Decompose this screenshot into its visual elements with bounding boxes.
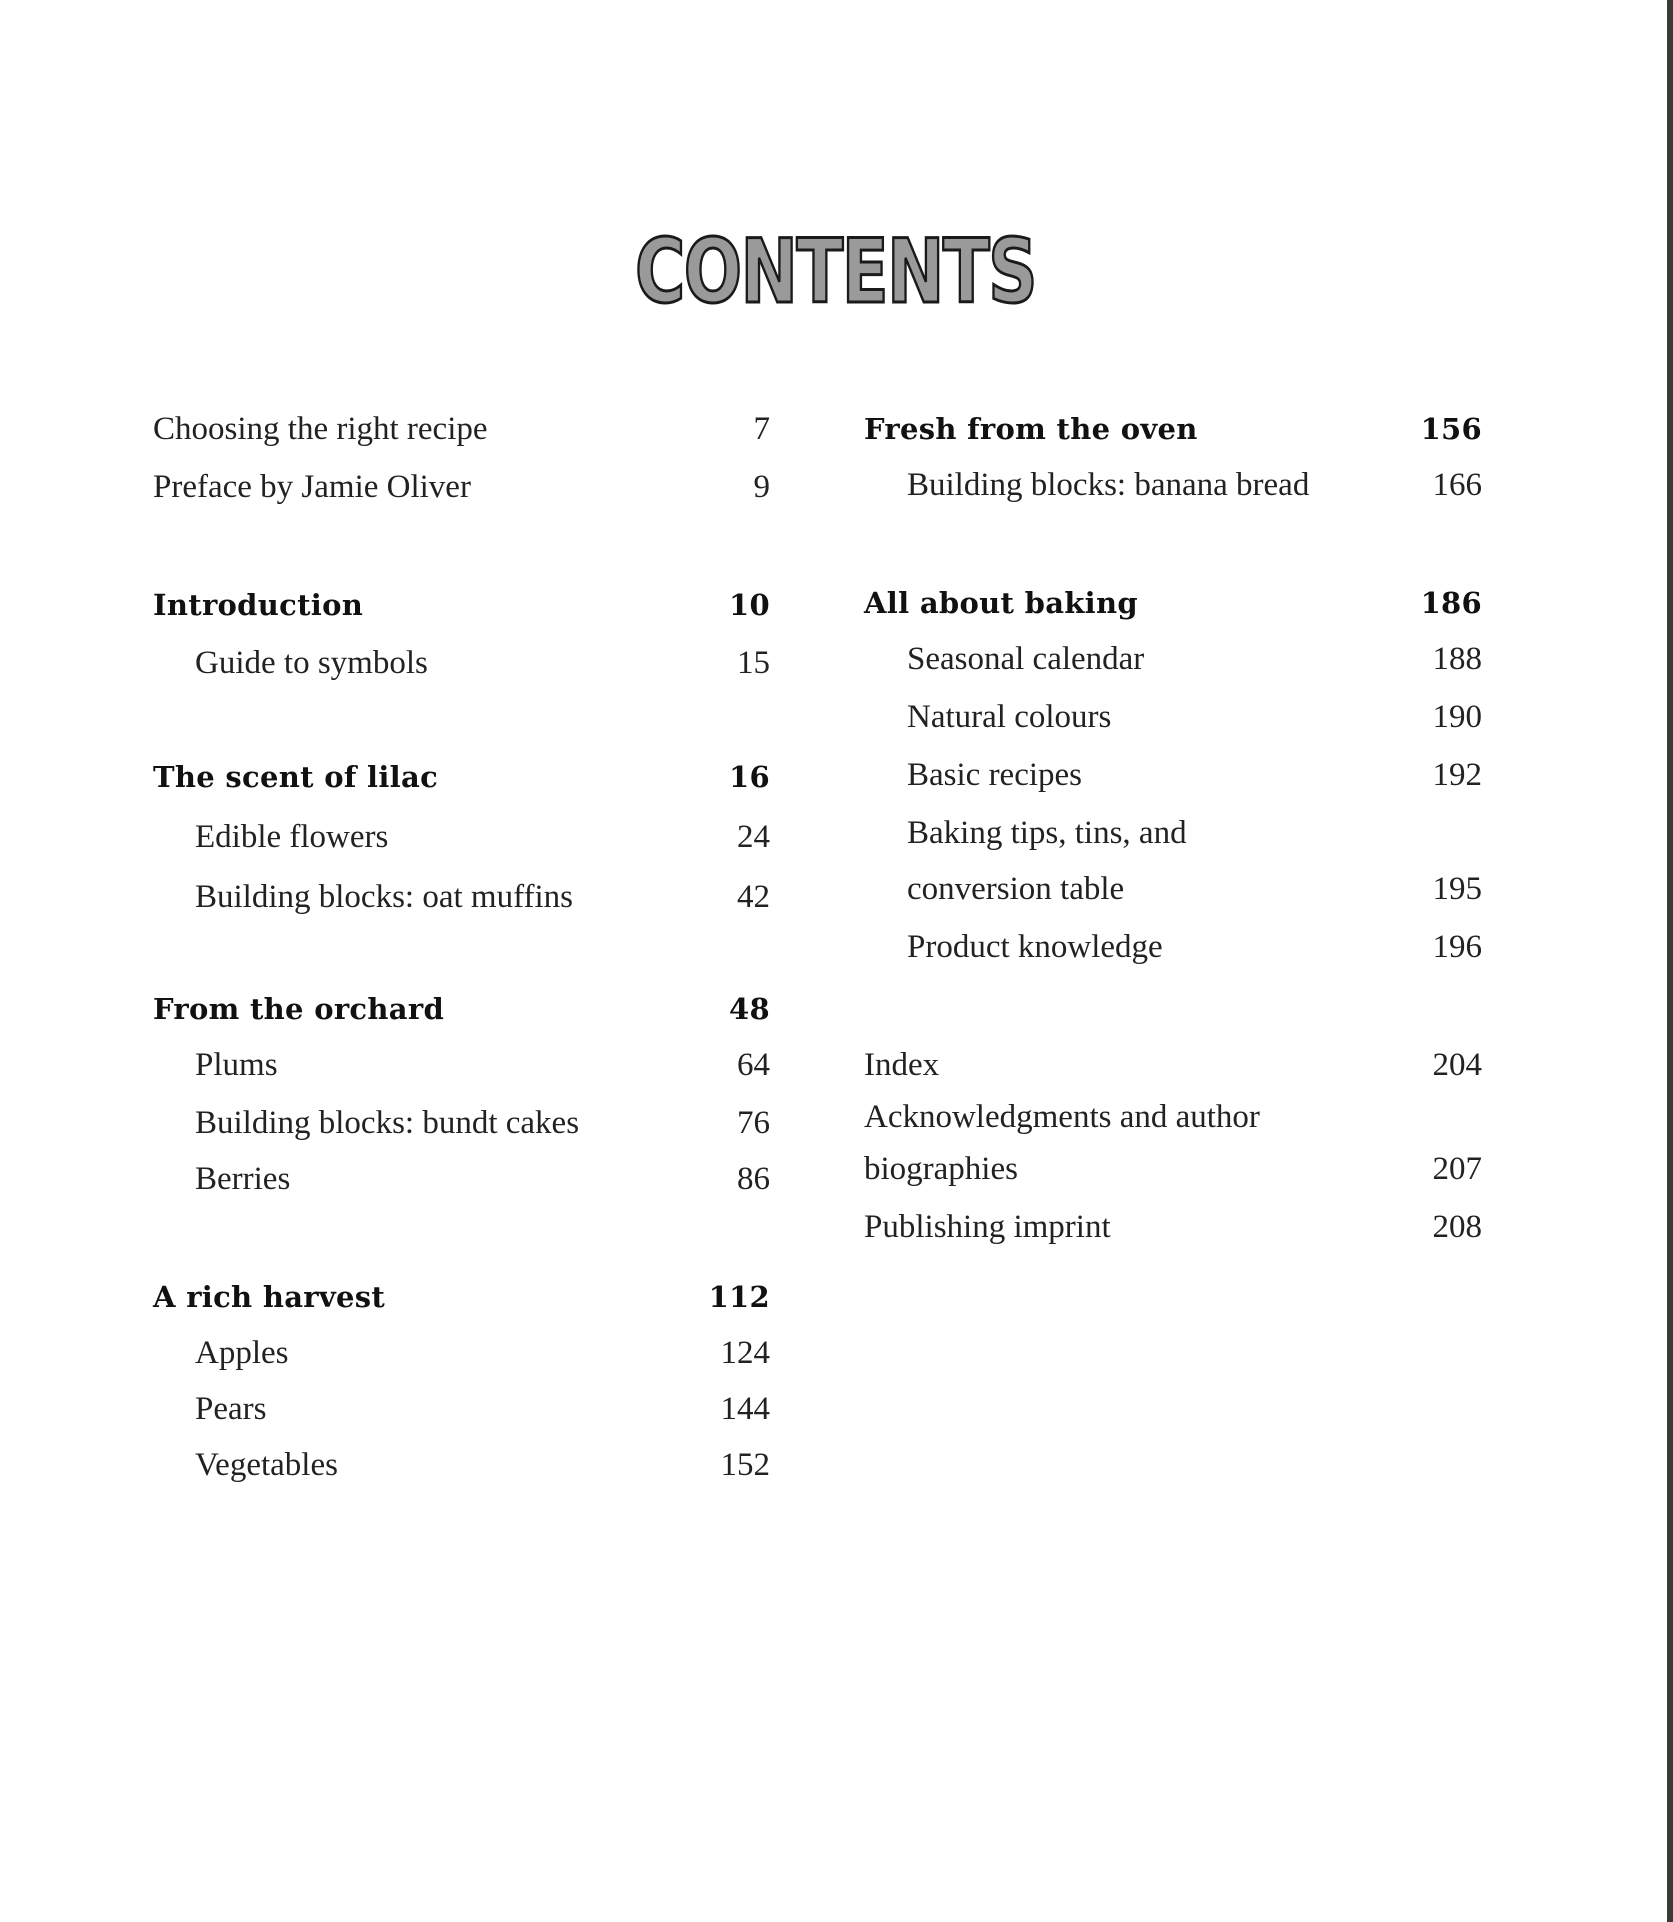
toc-entry-baking-tips-line1[interactable]: Baking tips, tins, and <box>907 815 1187 851</box>
toc-entry-page: 76 <box>737 1105 770 1141</box>
toc-entry-label: Basic recipes <box>907 757 1083 793</box>
toc-entry-label: Building blocks: bundt cakes <box>195 1105 580 1141</box>
toc-entry-page: 188 <box>1432 641 1482 677</box>
toc-section-label: The scent of lilac <box>153 760 439 794</box>
toc-entry-vegetables[interactable] <box>195 1446 770 1486</box>
toc-entry-page: 207 <box>1432 1151 1482 1187</box>
toc-entry-apples[interactable] <box>195 1334 770 1374</box>
toc-section-scent-of-lilac[interactable] <box>153 760 770 795</box>
toc-entry-bundt-cakes[interactable] <box>195 1104 770 1144</box>
toc-section-page: 16 <box>729 760 770 794</box>
toc-entry-choosing-recipe[interactable] <box>153 410 770 450</box>
toc-entry-edible-flowers[interactable] <box>195 818 770 858</box>
toc-entry-page: 124 <box>720 1335 770 1371</box>
toc-section-all-about-baking[interactable] <box>864 586 1482 621</box>
toc-entry-preface[interactable] <box>153 468 770 508</box>
toc-entry-label: Building blocks: banana bread <box>907 467 1310 503</box>
toc-entry-plums[interactable] <box>195 1046 770 1086</box>
toc-entry-product-knowledge[interactable] <box>907 928 1482 968</box>
page-title: CONTENTS <box>634 220 1037 323</box>
toc-entry-basic-recipes[interactable] <box>907 756 1482 796</box>
toc-entry-page: 208 <box>1432 1209 1482 1245</box>
toc-entry-page: 86 <box>737 1161 770 1197</box>
toc-entry-publishing-imprint[interactable] <box>864 1208 1482 1248</box>
toc-entry-page: 152 <box>720 1447 770 1483</box>
toc-entry-label: Preface by Jamie Oliver <box>153 469 471 505</box>
toc-entry-label: Index <box>864 1047 940 1083</box>
toc-section-label: A rich harvest <box>153 1280 386 1314</box>
toc-entry-label: Publishing imprint <box>864 1209 1111 1245</box>
toc-section-page: 156 <box>1420 412 1482 446</box>
toc-entry-berries[interactable] <box>195 1160 770 1200</box>
toc-entry-label: Product knowledge <box>907 929 1163 965</box>
toc-entry-natural-colours[interactable] <box>907 698 1482 738</box>
toc-entry-page: 7 <box>753 411 770 447</box>
toc-section-from-the-orchard[interactable] <box>153 992 770 1027</box>
toc-section-page: 48 <box>729 992 770 1026</box>
toc-entry-label: Choosing the right recipe <box>153 411 488 447</box>
toc-entry-acknowledgments[interactable] <box>864 1150 1482 1190</box>
toc-section-label: From the orchard <box>153 992 445 1026</box>
toc-entry-label: Guide to symbols <box>195 645 428 681</box>
toc-section-label: Fresh from the oven <box>864 412 1198 446</box>
toc-entry-page: 144 <box>720 1391 770 1427</box>
toc-entry-page: 195 <box>1432 871 1482 907</box>
toc-entry-index[interactable] <box>864 1046 1482 1086</box>
toc-entry-oat-muffins[interactable] <box>195 878 770 918</box>
toc-entry-label: Plums <box>195 1047 278 1083</box>
toc-section-page: 10 <box>729 588 770 622</box>
toc-entry-page: 42 <box>737 879 770 915</box>
toc-entry-acknowledgments-line1[interactable]: Acknowledgments and author <box>864 1099 1260 1135</box>
toc-entry-label: Edible flowers <box>195 819 389 855</box>
toc-entry-page: 192 <box>1432 757 1482 793</box>
toc-entry-seasonal-calendar[interactable] <box>907 640 1482 680</box>
toc-section-label: Introduction <box>153 588 364 622</box>
toc-section-introduction[interactable] <box>153 588 770 623</box>
toc-entry-label: Pears <box>195 1391 267 1427</box>
toc-entry-label: biographies <box>864 1151 1018 1187</box>
toc-entry-label: Building blocks: oat muffins <box>195 879 573 915</box>
toc-entry-label: Vegetables <box>195 1447 338 1483</box>
page-edge-shadow <box>1667 0 1673 1922</box>
toc-entry-page: 204 <box>1432 1047 1482 1083</box>
toc-section-page: 186 <box>1420 586 1482 620</box>
toc-entry-label: Apples <box>195 1335 289 1371</box>
toc-entry-pears[interactable] <box>195 1390 770 1430</box>
toc-entry-page: 9 <box>753 469 770 505</box>
toc-entry-page: 64 <box>737 1047 770 1083</box>
toc-entry-page: 190 <box>1432 699 1482 735</box>
toc-entry-label: Seasonal calendar <box>907 641 1145 677</box>
toc-entry-label: Berries <box>195 1161 291 1197</box>
toc-entry-page: 15 <box>737 645 770 681</box>
toc-entry-label: Natural colours <box>907 699 1112 735</box>
toc-entry-banana-bread[interactable] <box>907 466 1482 506</box>
toc-entry-page: 196 <box>1432 929 1482 965</box>
toc-section-rich-harvest[interactable] <box>153 1280 770 1315</box>
toc-section-fresh-from-oven[interactable] <box>864 412 1482 447</box>
toc-entry-baking-tips[interactable] <box>907 870 1482 910</box>
toc-entry-guide-to-symbols[interactable] <box>195 644 770 684</box>
toc-entry-page: 24 <box>737 819 770 855</box>
toc-entry-page: 166 <box>1432 467 1482 503</box>
toc-entry-label: conversion table <box>907 871 1125 907</box>
toc-section-label: All about baking <box>864 586 1138 620</box>
toc-section-page: 112 <box>708 1280 770 1314</box>
